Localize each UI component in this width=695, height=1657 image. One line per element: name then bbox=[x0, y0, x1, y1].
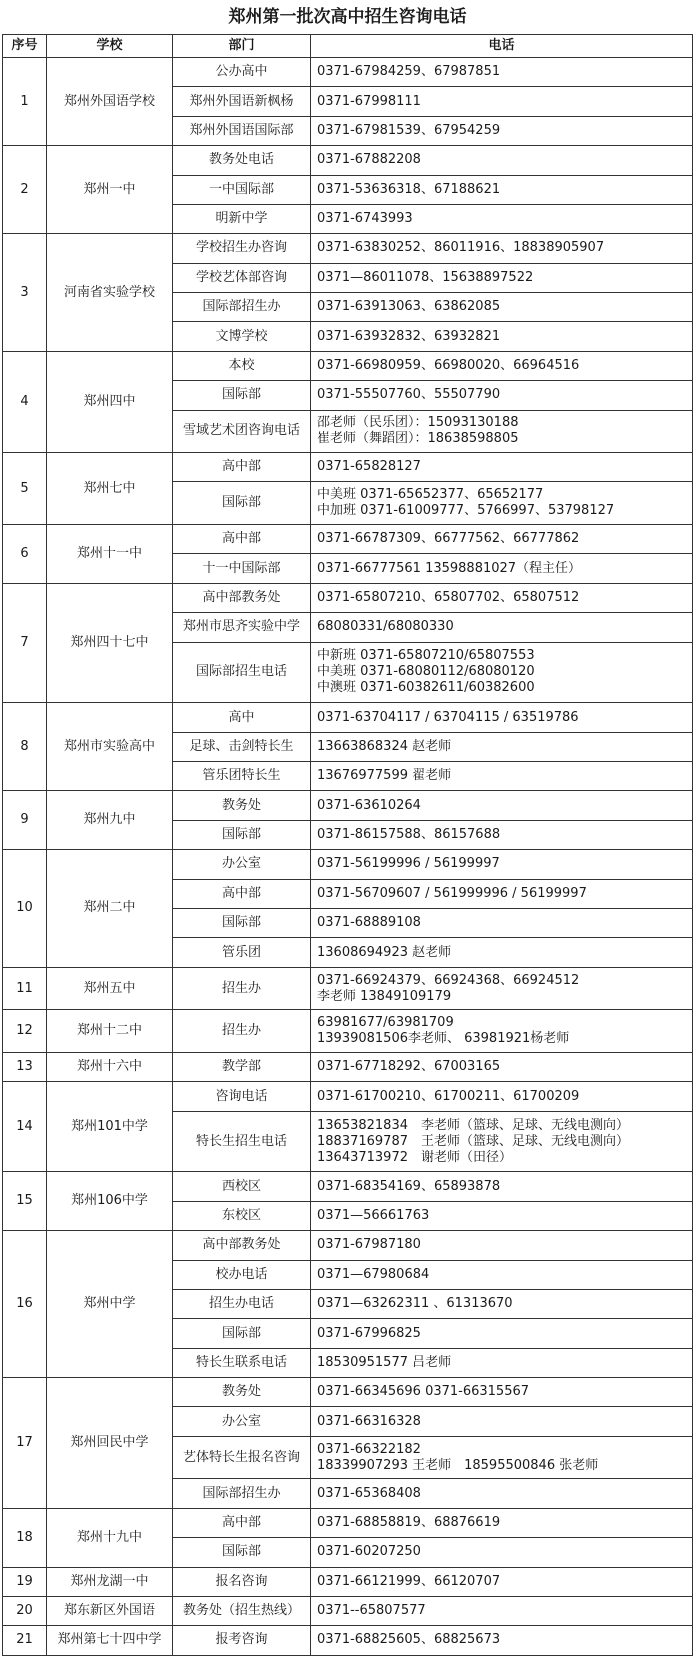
phone-cell bbox=[311, 1201, 693, 1230]
phone-cell bbox=[311, 1111, 693, 1172]
phone-line: 0371-63704117 / 63704115 / 63519786 bbox=[317, 709, 579, 725]
phone-cell bbox=[311, 453, 693, 482]
dept-cell: 学校招生办咨询 bbox=[173, 234, 311, 263]
phone-cell bbox=[311, 1596, 693, 1625]
seq-cell: 1 bbox=[3, 58, 47, 146]
dept-cell: 咨询电话 bbox=[173, 1082, 311, 1111]
dept-cell: 特长生联系电话 bbox=[173, 1348, 311, 1377]
phone-line: 68080331/68080330 bbox=[317, 619, 454, 635]
phone-line: 邵老师（民乐团）：15093130188 bbox=[317, 415, 519, 431]
phone-cell bbox=[311, 116, 693, 145]
table-row bbox=[3, 58, 693, 87]
seq-cell: 15 bbox=[3, 1172, 47, 1231]
phone-line: 0371-66980959、66980020、66964516 bbox=[317, 357, 580, 373]
table-row bbox=[3, 791, 693, 820]
phone-cell bbox=[311, 263, 693, 292]
dept-cell: 高中部 bbox=[173, 453, 311, 482]
phone-cell bbox=[311, 613, 693, 642]
dept-cell: 郑州外国语新枫杨 bbox=[173, 87, 311, 116]
phone-line: 0371-65828127 bbox=[317, 459, 421, 475]
phone-cell bbox=[311, 146, 693, 175]
dept-cell: 国际部 bbox=[173, 1319, 311, 1348]
phone-line: 0371-67882208 bbox=[317, 152, 421, 168]
dept-cell: 国际部 bbox=[173, 908, 311, 937]
phone-cell bbox=[311, 1378, 693, 1407]
phone-line: 0371-68889108 bbox=[317, 915, 421, 931]
phone-line: 0371-66924379、66924368、66924512 bbox=[317, 972, 580, 988]
seq-cell: 2 bbox=[3, 146, 47, 234]
dept-cell: 教务处 bbox=[173, 791, 311, 820]
school-name-cell: 郑州一中 bbox=[47, 146, 173, 234]
table-row bbox=[3, 1626, 693, 1655]
seq-cell: 21 bbox=[3, 1626, 47, 1655]
phone-cell bbox=[311, 908, 693, 937]
seq-cell: 19 bbox=[3, 1567, 47, 1596]
phone-cell bbox=[311, 410, 693, 453]
phone-line: 13653821834 李老师（篮球、足球、无线电测向） bbox=[317, 1117, 629, 1133]
table-row bbox=[3, 1082, 693, 1111]
dept-cell: 管乐团特长生 bbox=[173, 762, 311, 791]
header-school: 学校 bbox=[47, 35, 173, 58]
phone-line: 13676977599 翟老师 bbox=[317, 768, 452, 784]
dept-cell: 报名咨询 bbox=[173, 1567, 311, 1596]
phone-line: 0371-53636318、67188621 bbox=[317, 181, 501, 197]
phone-cell bbox=[311, 791, 693, 820]
phone-cell bbox=[311, 1319, 693, 1348]
phone-line: 0371—67980684 bbox=[317, 1266, 430, 1282]
dept-cell: 国际部 bbox=[173, 820, 311, 849]
school-name-cell: 郑州106中学 bbox=[47, 1172, 173, 1231]
dept-cell: 招生办电话 bbox=[173, 1289, 311, 1318]
phone-line: 18339907293 王老师 18595500846 张老师 bbox=[317, 1457, 599, 1473]
phone-cell bbox=[311, 1172, 693, 1201]
phone-cell bbox=[311, 1348, 693, 1377]
dept-cell: 高中部教务处 bbox=[173, 1231, 311, 1260]
dept-cell: 雪域艺术团咨询电话 bbox=[173, 410, 311, 453]
phone-line: 0371-66322182 bbox=[317, 1441, 421, 1457]
table-row bbox=[3, 850, 693, 879]
dept-cell: 文博学校 bbox=[173, 322, 311, 351]
phone-line: 18530951577 吕老师 bbox=[317, 1354, 452, 1370]
phone-cell bbox=[311, 879, 693, 908]
table-row bbox=[3, 967, 693, 1010]
header-seq: 序号 bbox=[3, 35, 47, 58]
phone-cell bbox=[311, 703, 693, 732]
phone-line: 0371-68354169、65893878 bbox=[317, 1178, 501, 1194]
dept-cell: 国际部 bbox=[173, 381, 311, 410]
dept-cell: 教务处 bbox=[173, 1378, 311, 1407]
phone-cell bbox=[311, 1538, 693, 1567]
phone-line: 0371-56709607 / 561999996 / 56199997 bbox=[317, 885, 587, 901]
seq-cell: 20 bbox=[3, 1596, 47, 1625]
seq-cell: 10 bbox=[3, 850, 47, 968]
phone-cell bbox=[311, 820, 693, 849]
table-row bbox=[3, 453, 693, 482]
school-name-cell: 郑州十六中 bbox=[47, 1052, 173, 1081]
seq-cell: 7 bbox=[3, 583, 47, 703]
dept-cell: 东校区 bbox=[173, 1201, 311, 1230]
phone-line: 63981677/63981709 bbox=[317, 1015, 454, 1031]
phone-line: 0371-86157588、86157688 bbox=[317, 827, 501, 843]
phone-cell bbox=[311, 1052, 693, 1081]
phone-line: 0371—86011078、15638897522 bbox=[317, 269, 534, 285]
phone-line: 0371-66787309、66777562、66777862 bbox=[317, 531, 580, 547]
school-name-cell: 郑州二中 bbox=[47, 850, 173, 968]
school-name-cell: 郑州九中 bbox=[47, 791, 173, 850]
dept-cell: 教务处电话 bbox=[173, 146, 311, 175]
dept-cell: 明新中学 bbox=[173, 204, 311, 233]
dept-cell: 管乐团 bbox=[173, 938, 311, 967]
school-name-cell: 郑州四中 bbox=[47, 351, 173, 452]
dept-cell: 特长生招生电话 bbox=[173, 1111, 311, 1172]
phone-cell bbox=[311, 204, 693, 233]
seq-cell: 8 bbox=[3, 703, 47, 791]
dept-cell: 招生办 bbox=[173, 967, 311, 1010]
phone-line: 13608694923 赵老师 bbox=[317, 944, 452, 960]
phone-cell bbox=[311, 1407, 693, 1436]
phone-cell bbox=[311, 1082, 693, 1111]
table-row bbox=[3, 1596, 693, 1625]
table-row bbox=[3, 1378, 693, 1407]
header-phone: 电话 bbox=[311, 35, 693, 58]
school-name-cell: 郑州101中学 bbox=[47, 1082, 173, 1172]
phone-line: 13663868324 赵老师 bbox=[317, 738, 452, 754]
phone-line: 0371-67718292、67003165 bbox=[317, 1059, 501, 1075]
phone-line: 13939081506李老师、 63981921杨老师 bbox=[317, 1031, 570, 1047]
table-row bbox=[3, 583, 693, 612]
phone-line: 0371-63610264 bbox=[317, 797, 421, 813]
dept-cell: 十一中国际部 bbox=[173, 554, 311, 583]
table-row bbox=[3, 351, 693, 380]
phone-line: 中加班 0371-61009777、5766997、53798127 bbox=[317, 503, 615, 519]
table-row bbox=[3, 1231, 693, 1260]
phone-cell bbox=[311, 1436, 693, 1479]
phone-cell bbox=[311, 1626, 693, 1655]
seq-cell: 11 bbox=[3, 967, 47, 1010]
phone-cell bbox=[311, 732, 693, 761]
phone-cell bbox=[311, 583, 693, 612]
dept-cell: 国际部 bbox=[173, 1538, 311, 1567]
phone-cell bbox=[311, 1567, 693, 1596]
phone-cell bbox=[311, 525, 693, 554]
phone-line: 0371-67984259、67987851 bbox=[317, 64, 501, 80]
school-name-cell: 郑州四十七中 bbox=[47, 583, 173, 703]
header-row bbox=[3, 35, 693, 58]
dept-cell: 一中国际部 bbox=[173, 175, 311, 204]
phone-line: 中澳班 0371-60382611/60382600 bbox=[317, 680, 535, 696]
table-body bbox=[3, 58, 693, 1656]
phone-line: 0371-6743993 bbox=[317, 211, 413, 227]
phone-line: 0371-63932832、63932821 bbox=[317, 328, 501, 344]
phone-line: 0371-66777561 13598881027（程主任） bbox=[317, 560, 582, 576]
phone-cell bbox=[311, 482, 693, 525]
phone-line: 李老师 13849109179 bbox=[317, 988, 452, 1004]
table-row bbox=[3, 1508, 693, 1537]
dept-cell: 国际部 bbox=[173, 482, 311, 525]
school-name-cell: 郑州第七十四中学 bbox=[47, 1626, 173, 1655]
phone-line: 0371-61700210、61700211、61700209 bbox=[317, 1088, 580, 1104]
school-name-cell: 郑州十二中 bbox=[47, 1010, 173, 1053]
phone-cell bbox=[311, 175, 693, 204]
phone-line: 中新班 0371-65807210/65807553 bbox=[317, 648, 535, 664]
school-name-cell: 郑州龙湖一中 bbox=[47, 1567, 173, 1596]
phone-line: 中美班 0371-65652377、65652177 bbox=[317, 487, 544, 503]
school-name-cell: 郑州五中 bbox=[47, 967, 173, 1010]
phone-line: 0371-63830252、86011916、18838905907 bbox=[317, 240, 605, 256]
phone-cell bbox=[311, 351, 693, 380]
table-row bbox=[3, 1052, 693, 1081]
dept-cell: 本校 bbox=[173, 351, 311, 380]
phone-line: 0371-66316328 bbox=[317, 1413, 421, 1429]
school-name-cell: 河南省实验学校 bbox=[47, 234, 173, 352]
phone-cell bbox=[311, 1479, 693, 1508]
phone-line: 0371—56661763 bbox=[317, 1208, 430, 1223]
phone-line: 0371--65807577 bbox=[317, 1603, 426, 1619]
school-name-cell: 郑州外国语学校 bbox=[47, 58, 173, 146]
phone-line: 0371-68858819、68876619 bbox=[317, 1514, 501, 1530]
dept-cell: 高中部 bbox=[173, 525, 311, 554]
phone-line: 0371-66345696 0371-66315567 bbox=[317, 1384, 530, 1400]
phone-line: 13643713972 谢老师（田径） bbox=[317, 1149, 512, 1165]
phone-line: 0371-65807210、65807702、65807512 bbox=[317, 590, 580, 606]
seq-cell: 5 bbox=[3, 453, 47, 525]
phone-cell bbox=[311, 1508, 693, 1537]
seq-cell: 17 bbox=[3, 1378, 47, 1509]
phone-cell bbox=[311, 1231, 693, 1260]
school-name-cell: 郑州回民中学 bbox=[47, 1378, 173, 1509]
dept-cell: 校办电话 bbox=[173, 1260, 311, 1289]
table-row bbox=[3, 1567, 693, 1596]
header-dept: 部门 bbox=[173, 35, 311, 58]
school-name-cell: 郑州十一中 bbox=[47, 525, 173, 584]
phone-cell bbox=[311, 381, 693, 410]
seq-cell: 3 bbox=[3, 234, 47, 352]
phone-line: 0371-60207250 bbox=[317, 1544, 421, 1560]
dept-cell: 高中部 bbox=[173, 879, 311, 908]
dept-cell: 教学部 bbox=[173, 1052, 311, 1081]
dept-cell: 足球、击剑特长生 bbox=[173, 732, 311, 761]
dept-cell: 艺体特长生报名咨询 bbox=[173, 1436, 311, 1479]
school-name-cell: 郑州七中 bbox=[47, 453, 173, 525]
seq-cell: 12 bbox=[3, 1010, 47, 1053]
phone-cell bbox=[311, 87, 693, 116]
dept-cell: 国际部招生办 bbox=[173, 1479, 311, 1508]
seq-cell: 9 bbox=[3, 791, 47, 850]
seq-cell: 18 bbox=[3, 1508, 47, 1567]
phone-line: 0371-67987180 bbox=[317, 1237, 421, 1253]
phone-line: 0371-68825605、68825673 bbox=[317, 1632, 501, 1648]
table-row bbox=[3, 525, 693, 554]
phone-cell bbox=[311, 762, 693, 791]
dept-cell: 西校区 bbox=[173, 1172, 311, 1201]
dept-cell: 高中部 bbox=[173, 1508, 311, 1537]
dept-cell: 学校艺体部咨询 bbox=[173, 263, 311, 292]
phone-cell bbox=[311, 1289, 693, 1318]
contact-table bbox=[2, 34, 693, 1656]
dept-cell: 办公室 bbox=[173, 850, 311, 879]
phone-cell bbox=[311, 967, 693, 1010]
phone-line: 0371-66121999、66120707 bbox=[317, 1573, 501, 1589]
table-row bbox=[3, 1010, 693, 1053]
dept-cell: 公办高中 bbox=[173, 58, 311, 87]
phone-cell bbox=[311, 1010, 693, 1053]
phone-line: 0371-67996825 bbox=[317, 1325, 421, 1341]
phone-line: 18837169787 王老师（篮球、足球、无线电测向） bbox=[317, 1133, 629, 1149]
phone-cell bbox=[311, 58, 693, 87]
school-name-cell: 郑州十九中 bbox=[47, 1508, 173, 1567]
phone-cell bbox=[311, 554, 693, 583]
phone-line: 中美班 0371-68080112/68080120 bbox=[317, 664, 535, 680]
dept-cell: 郑州外国语国际部 bbox=[173, 116, 311, 145]
school-name-cell: 郑州中学 bbox=[47, 1231, 173, 1378]
dept-cell: 国际部招生办 bbox=[173, 293, 311, 322]
school-name-cell: 郑州市实验高中 bbox=[47, 703, 173, 791]
seq-cell: 4 bbox=[3, 351, 47, 452]
seq-cell: 16 bbox=[3, 1231, 47, 1378]
phone-line: 0371-65368408 bbox=[317, 1485, 421, 1501]
dept-cell: 办公室 bbox=[173, 1407, 311, 1436]
phone-cell bbox=[311, 234, 693, 263]
dept-cell: 招生办 bbox=[173, 1010, 311, 1053]
table-row bbox=[3, 703, 693, 732]
dept-cell: 高中 bbox=[173, 703, 311, 732]
phone-line: 0371-67998111 bbox=[317, 93, 421, 109]
phone-line: 0371-56199996 / 56199997 bbox=[317, 856, 500, 872]
dept-cell: 高中部教务处 bbox=[173, 583, 311, 612]
table-row bbox=[3, 146, 693, 175]
phone-line: 0371-67981539、67954259 bbox=[317, 122, 501, 138]
phone-cell bbox=[311, 1260, 693, 1289]
dept-cell: 教务处（招生热线） bbox=[173, 1596, 311, 1625]
seq-cell: 13 bbox=[3, 1052, 47, 1081]
table-row bbox=[3, 1172, 693, 1201]
table-row bbox=[3, 234, 693, 263]
dept-cell: 报考咨询 bbox=[173, 1626, 311, 1655]
phone-line: 0371-55507760、55507790 bbox=[317, 387, 501, 403]
seq-cell: 6 bbox=[3, 525, 47, 584]
phone-cell bbox=[311, 850, 693, 879]
phone-cell bbox=[311, 938, 693, 967]
phone-cell bbox=[311, 293, 693, 322]
phone-line: 0371—63262311 、61313670 bbox=[317, 1296, 513, 1312]
school-name-cell: 郑东新区外国语 bbox=[47, 1596, 173, 1625]
phone-cell bbox=[311, 642, 693, 703]
dept-cell: 郑州市思齐实验中学 bbox=[173, 613, 311, 642]
phone-cell bbox=[311, 322, 693, 351]
dept-cell: 国际部招生电话 bbox=[173, 642, 311, 703]
page-title: 郑州第一批次高中招生咨询电话 bbox=[228, 7, 467, 27]
phone-line: 崔老师（舞蹈团）：18638598805 bbox=[317, 431, 519, 447]
seq-cell: 14 bbox=[3, 1082, 47, 1172]
phone-line: 0371-63913063、63862085 bbox=[317, 299, 501, 315]
